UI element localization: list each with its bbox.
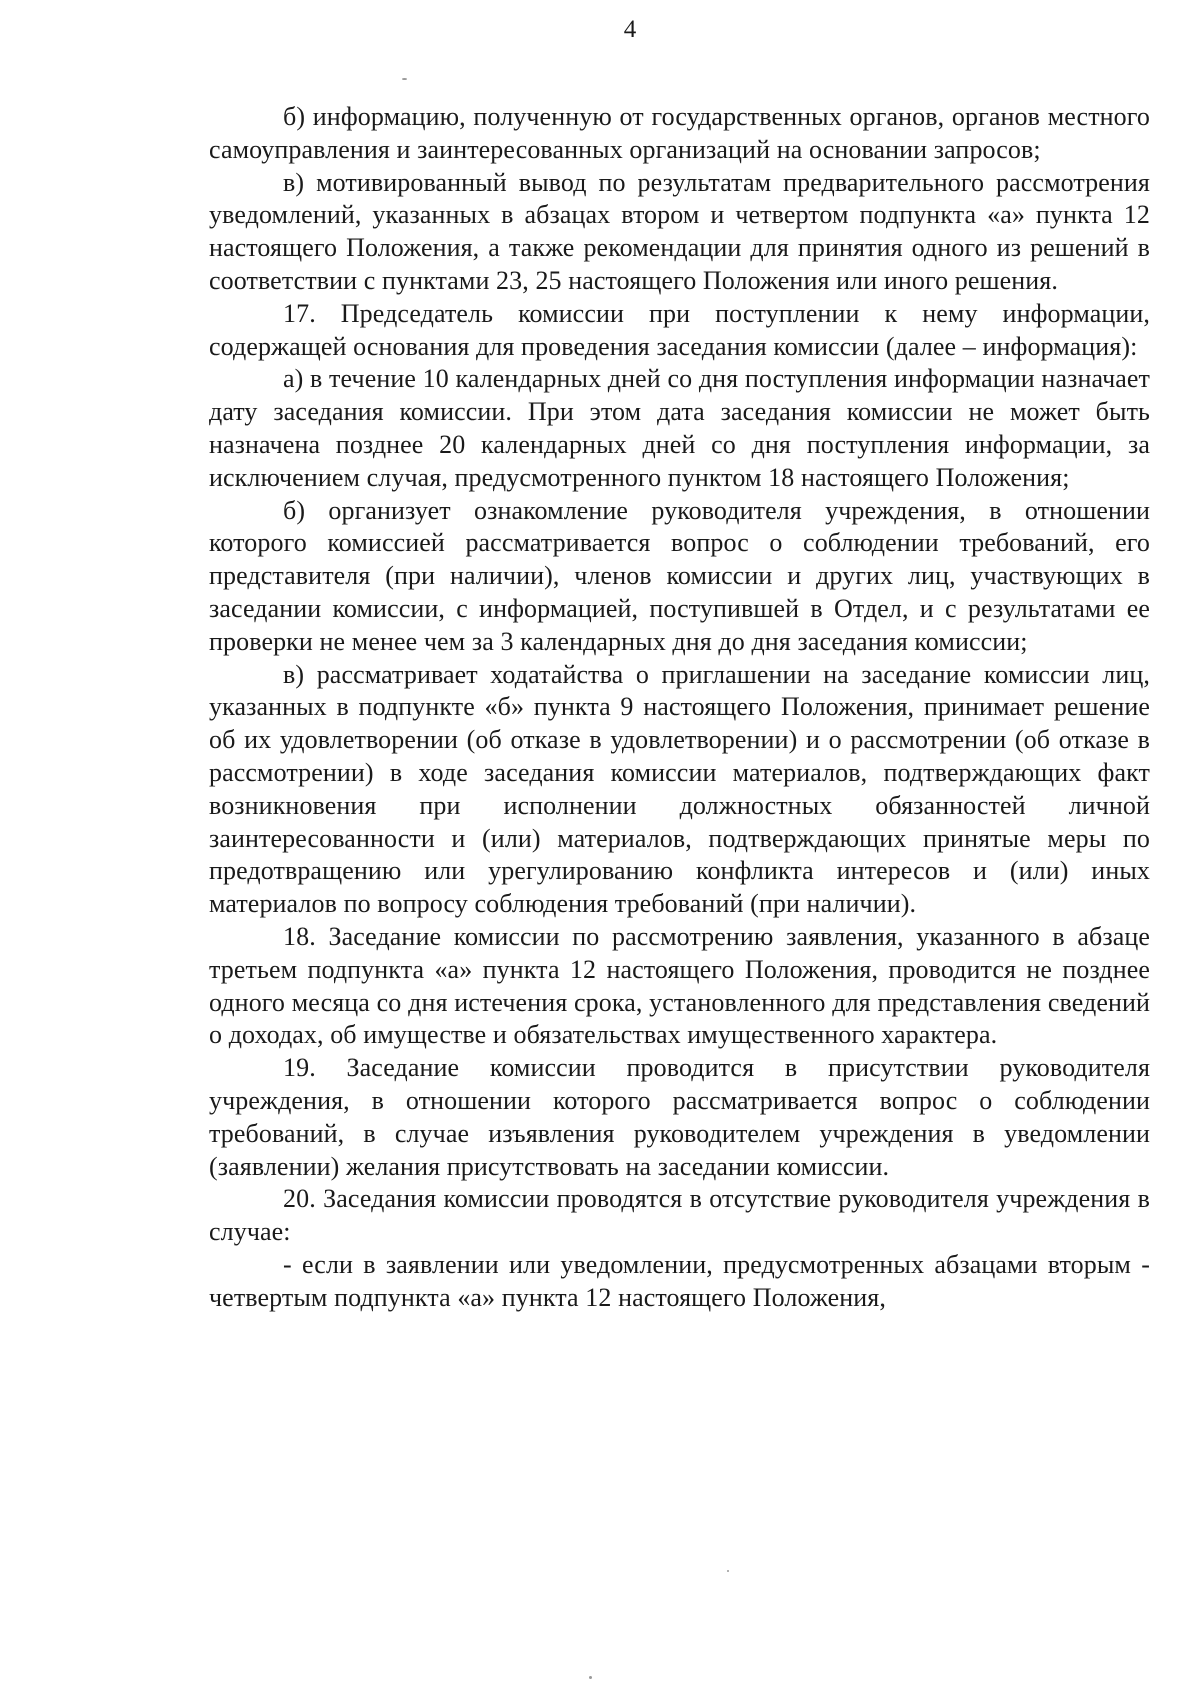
paragraph-20: 20. Заседания комиссии проводятся в отсутствие руководителя учреждения в случае:	[209, 1184, 1150, 1247]
scan-speck	[727, 1570, 729, 1572]
paragraph-17v: в) рассматривает ходатайства о приглашении на заседание комиссии лиц, указанных в подпункте «б» пункта 9 настоящего Положения, принимает решение об их удовлетворении (об отказе в удовлетворении) и о рассмотрении (об отказе в рассмотрении) в ходе заседания комиссии материалов, подтверждающих факт возникновения при исполнении должностных обязанностей личной заинтересованности и (или) материалов, подтверждающих принятые меры по предотвращению или урегулированию конфликта интересов и (или) иных материалов по вопросу соблюдения требований (при наличии).	[209, 659, 1150, 919]
paragraph-16v: в) мотивированный вывод по результатам предварительного рассмотрения уведомлений, указанных в абзацах втором и четвертом подпункта «а» пункта 12 настоящего Положения, а также рекомендации для принятия одного из решений в соответствии с пунктами 23, 25 настоящего Положения или иного решения.	[209, 167, 1150, 295]
paragraph-17: 17. Председатель комиссии при поступлении к нему информации, содержащей основания для проведения заседания комиссии (далее – информация):	[209, 298, 1150, 361]
scan-speck	[402, 78, 407, 80]
page-number: 4	[623, 16, 637, 43]
paragraph-16b: б) информацию, полученную от государственных органов, органов местного самоуправления и заинтересованных организаций на основании запросов;	[209, 102, 1150, 164]
paragraph-19: 19. Заседание комиссии проводится в присутствии руководителя учреждения, в отношении которого рассматривается вопрос о соблюдении требований, в случае изъявления руководителем учреждения в уведомлении (заявлении) желания присутствовать на заседании комиссии.	[209, 1053, 1150, 1181]
paragraph-18: 18. Заседание комиссии по рассмотрению заявления, указанного в абзаце третьем подпункта «а» пункта 12 настоящего Положения, проводится не позднее одного месяца со дня истечения срока, установленного для представления сведений о доходах, об имуществе и обязательствах имущественного характера.	[209, 921, 1150, 1050]
document-body	[209, 101, 1150, 1314]
scan-speck	[589, 1676, 592, 1679]
paragraph-17a: а) в течение 10 календарных дней со дня поступления информации назначает дату заседания комиссии. При этом дата заседания комиссии не может быть назначена позднее 20 календарных дней со дня поступления информации, за исключением случая, предусмотренного пунктом 18 настоящего Положения;	[209, 364, 1150, 492]
paragraph-17b: б) организует ознакомление руководителя учреждения, в отношении которого комиссией рассматривается вопрос о соблюдении требований, его представителя (при наличии), членов комиссии и других лиц, участвующих в заседании комиссии, с информацией, поступившей в Отдел, и с результатами ее проверки не менее чем за 3 календарных дня до дня заседания комиссии;	[209, 495, 1150, 656]
paragraph-20-item: - если в заявлении или уведомлении, предусмотренных абзацами вторым - четвертым подпункта «а» пункта 12 настоящего Положения,	[209, 1249, 1150, 1312]
